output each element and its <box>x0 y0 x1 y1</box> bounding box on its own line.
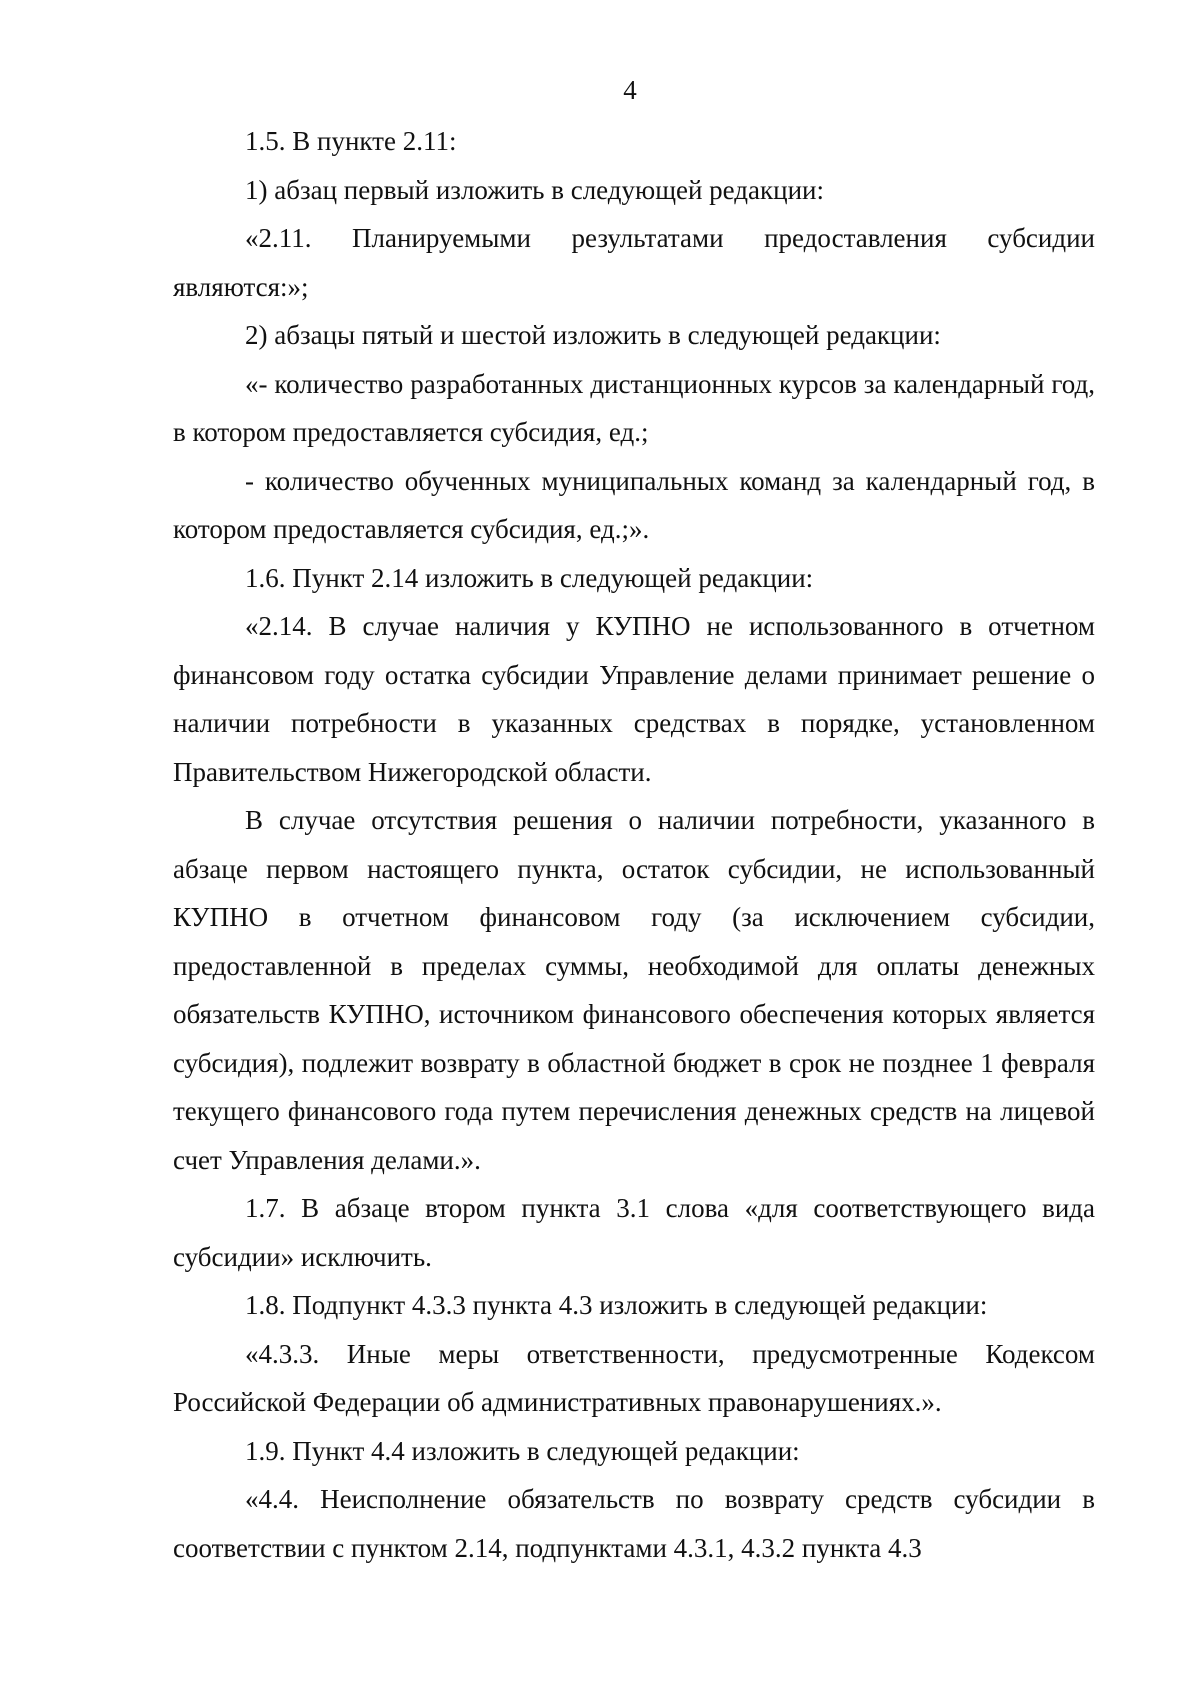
document-body <box>173 117 1095 1572</box>
paragraph-1-5-item-1: 1) абзац первый изложить в следующей редакции: <box>245 174 824 205</box>
paragraph-quote-4-4: «4.4. Неисполнение обязательств по возврату средств субсидии в соответствии с пунктом 2.14, подпунктами 4.3.1, 4.3.2 пункта 4.3 <box>173 1484 1095 1563</box>
paragraph-quote-teams: - количество обученных муниципальных команд за календарный год, в котором предоставляется субсидия, ед.;». <box>173 465 1095 544</box>
paragraph-1-5-item-2: 2) абзацы пятый и шестой изложить в следующей редакции: <box>245 320 941 350</box>
paragraph-1-9: 1.9. Пункт 4.4 изложить в следующей редакции: <box>245 1435 800 1466</box>
page-number: 4 <box>623 75 637 105</box>
paragraph-2-14-continued: В случае отсутствия решения о наличии потребности, указанного в абзаце первом настоящего пункта, остаток субсидии, не использованный КУПНО в отчетном финансовом году (за исключением субсидии, предоставленной в пределах суммы, необходимой для оплаты денежных обязательств КУПНО, источником финансового обеспечения которых является субсидия), подлежит возврату в областной бюджет в срок не позднее 1 февраля текущего финансового года путем перечисления денежных средств на лицевой счет Управления делами.». <box>173 805 1095 1175</box>
paragraph-quote-4-3-3: «4.3.3. Иные меры ответственности, предусмотренные Кодексом Российской Федерации об административных правонарушениях.». <box>173 1338 1095 1417</box>
paragraph-quote-2-11: «2.11. Планируемыми результатами предоставления субсидии являются:»; <box>173 223 1095 302</box>
paragraph-1-7: 1.7. В абзаце втором пункта 3.1 слова «для соответствующего вида субсидии» исключить. <box>173 1193 1095 1272</box>
paragraph-quote-courses: «- количество разработанных дистанционных курсов за календарный год, в котором предоставляется субсидия, ед.; <box>173 368 1095 447</box>
paragraph-1-5: 1.5. В пункте 2.11: <box>245 126 457 156</box>
paragraph-1-6: 1.6. Пункт 2.14 изложить в следующей редакции: <box>245 562 814 593</box>
paragraph-quote-2-14: «2.14. В случае наличия у КУПНО не использованного в отчетном финансовом году остатка субсидии Управление делами принимает решение о наличии потребности в указанных средствах в порядке, установленном Правительством Нижегородской области. <box>173 611 1095 787</box>
paragraph-1-8: 1.8. Подпункт 4.3.3 пункта 4.3 изложить в следующей редакции: <box>245 1290 988 1320</box>
